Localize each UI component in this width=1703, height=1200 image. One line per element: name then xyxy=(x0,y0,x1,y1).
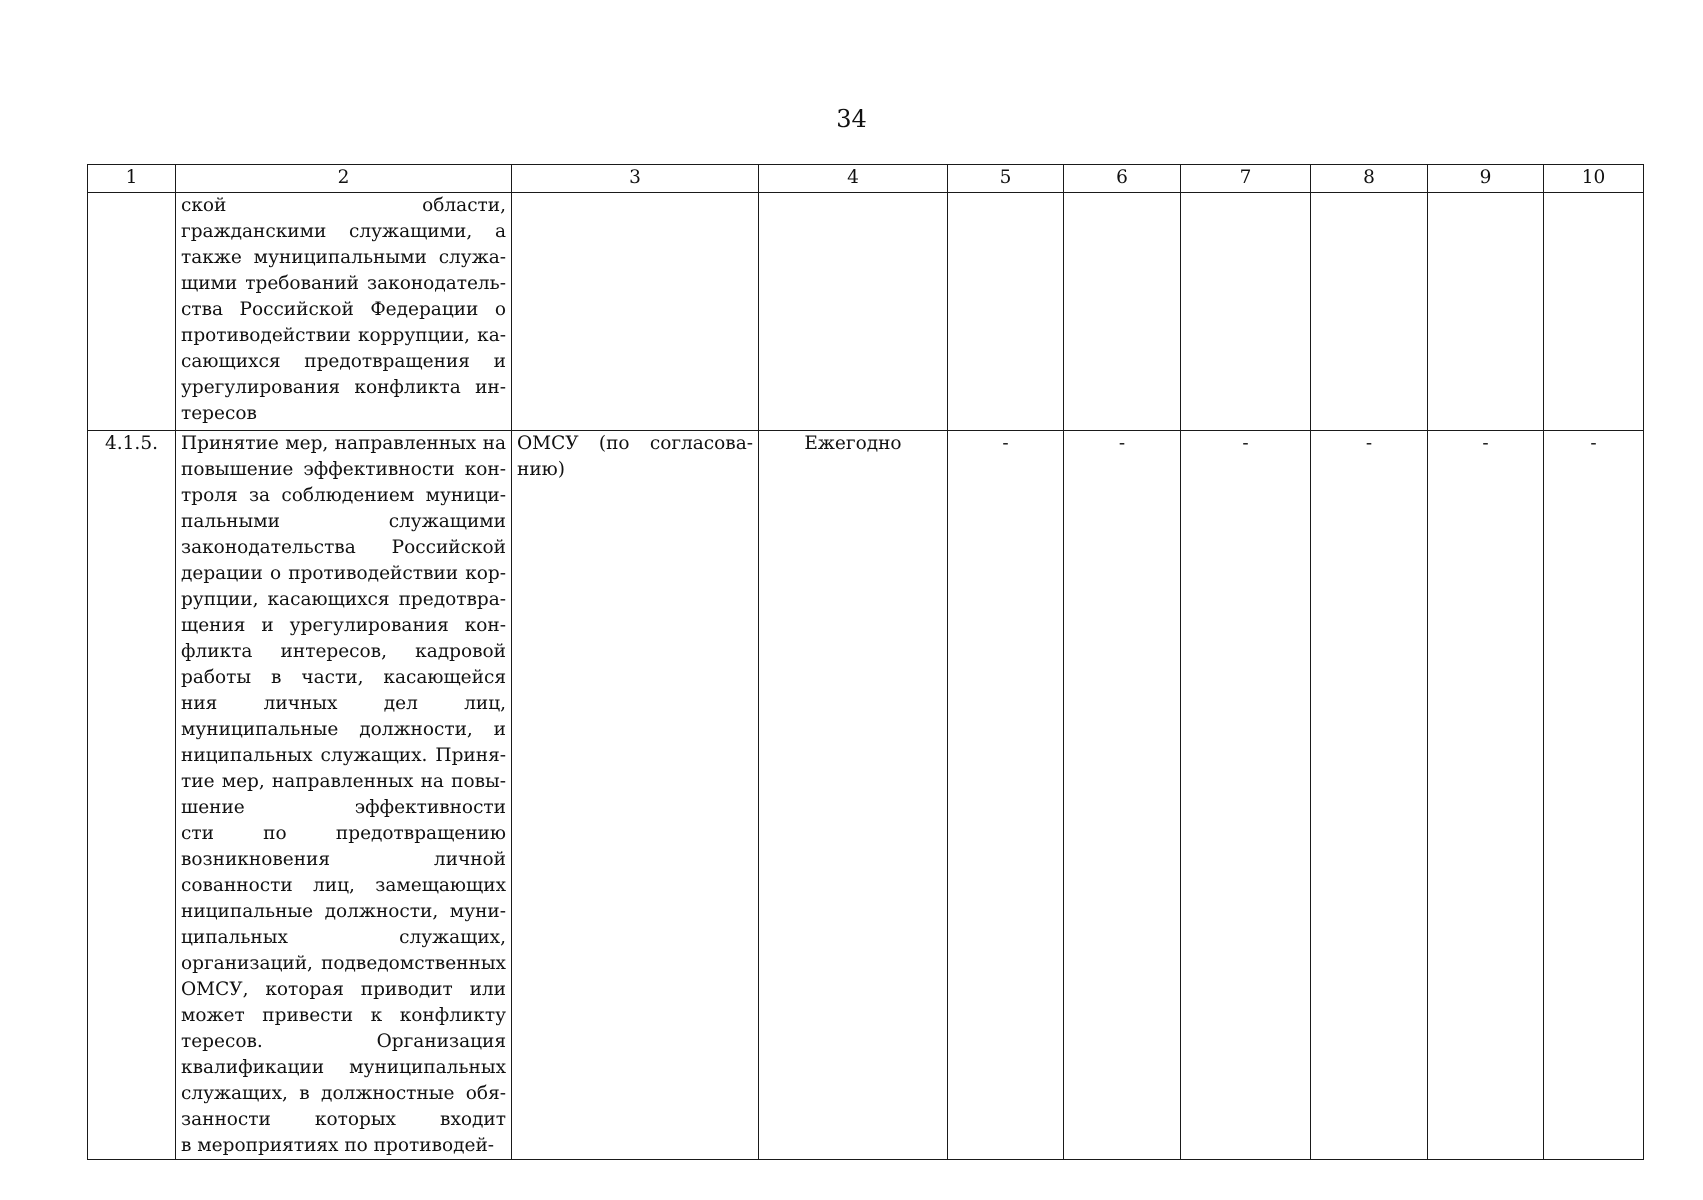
text-line: ОМСУ (по согласова- xyxy=(517,433,753,454)
text-line: повышение эффективности кон- xyxy=(181,459,506,480)
row-value-5: - xyxy=(948,431,1064,1160)
header-col-6: 6 xyxy=(1064,165,1181,193)
text-line: служащих, в должностные обя- xyxy=(181,1083,506,1104)
row-value-7: - xyxy=(1181,431,1311,1160)
text-line: ния личных дел лиц, xyxy=(181,693,506,714)
text-line: сти по предотвращению xyxy=(181,823,506,844)
text-line: работы в части, касающейся xyxy=(181,667,506,688)
description-lines xyxy=(181,193,506,427)
header-col-7: 7 xyxy=(1181,165,1311,193)
row-value-10: - xyxy=(1544,431,1644,1160)
row-description xyxy=(176,193,512,431)
text-line: дерации о противодействии кор- xyxy=(181,563,506,584)
row-number xyxy=(88,193,176,431)
text-line: пальными служащими xyxy=(181,511,506,532)
text-line: может привести к конфликту xyxy=(181,1005,506,1026)
table-row-continuation xyxy=(88,193,1644,431)
row-value-6 xyxy=(1064,193,1181,431)
header-col-5: 5 xyxy=(948,165,1064,193)
header-col-4: 4 xyxy=(759,165,948,193)
text-line: щения и урегулирования кон- xyxy=(181,615,506,636)
text-line: шение эффективности xyxy=(181,797,506,818)
row-value-5 xyxy=(948,193,1064,431)
plan-table xyxy=(87,164,1644,1160)
text-line: рупции, касающихся предотвра- xyxy=(181,589,506,610)
text-line: также муниципальными служа- xyxy=(181,247,506,268)
row-number: 4.1.5. xyxy=(88,431,176,1160)
text-line: организаций, подведомственных xyxy=(181,953,506,974)
text-line: ства Российской Федерации о xyxy=(181,299,506,320)
page-number: 34 xyxy=(836,105,867,133)
text-line: Принятие мер, направленных на xyxy=(181,433,506,454)
text-line: законодательства Российской xyxy=(181,537,506,558)
text-line: сованности лиц, замещающих xyxy=(181,875,506,896)
text-line: гражданскими служащими, а xyxy=(181,221,506,242)
header-col-2: 2 xyxy=(176,165,512,193)
text-line: тересов. Организация xyxy=(181,1031,506,1052)
text-line: ОМСУ, которая приводит или xyxy=(181,979,506,1000)
header-col-1: 1 xyxy=(88,165,176,193)
header-row xyxy=(88,165,1644,193)
row-term xyxy=(759,193,948,431)
header-col-9: 9 xyxy=(1428,165,1544,193)
text-line: занности которых входит xyxy=(181,1109,506,1130)
row-description xyxy=(176,431,512,1160)
text-line: тие мер, направленных на повы- xyxy=(181,771,506,792)
text-line: муниципальные должности, и xyxy=(181,719,506,740)
text-line: щими требований законодатель- xyxy=(181,273,506,294)
row-value-9 xyxy=(1428,193,1544,431)
text-line: сающихся предотвращения и xyxy=(181,351,506,372)
text-line: ниципальные должности, муни- xyxy=(181,901,506,922)
row-executor xyxy=(512,431,759,1160)
text-line: ской области, xyxy=(181,195,506,216)
executor-lines xyxy=(517,431,753,483)
header-col-3: 3 xyxy=(512,165,759,193)
text-line: ципальных служащих, xyxy=(181,927,506,948)
row-value-8: - xyxy=(1311,431,1428,1160)
table-row-4-1-5 xyxy=(88,431,1644,1160)
text-line: квалификации муниципальных xyxy=(181,1057,506,1078)
description-lines xyxy=(181,431,506,1159)
text-line: урегулирования конфликта ин- xyxy=(181,377,506,398)
text-line: троля за соблюдением муници- xyxy=(181,485,506,506)
text-line: фликта интересов, кадровой xyxy=(181,641,506,662)
row-term: Ежегодно xyxy=(759,431,948,1160)
row-value-10 xyxy=(1544,193,1644,431)
row-value-9: - xyxy=(1428,431,1544,1160)
text-line: в мероприятиях по противодей- xyxy=(181,1135,495,1156)
row-value-7 xyxy=(1181,193,1311,431)
text-line: ниципальных служащих. Приня- xyxy=(181,745,506,766)
row-value-8 xyxy=(1311,193,1428,431)
header-col-10: 10 xyxy=(1544,165,1644,193)
text-line: возникновения личной xyxy=(181,849,506,870)
text-line: тересов xyxy=(181,403,257,424)
header-col-8: 8 xyxy=(1311,165,1428,193)
row-value-6: - xyxy=(1064,431,1181,1160)
row-executor xyxy=(512,193,759,431)
text-line: нию) xyxy=(517,459,565,480)
text-line: противодействии коррупции, ка- xyxy=(181,325,506,346)
